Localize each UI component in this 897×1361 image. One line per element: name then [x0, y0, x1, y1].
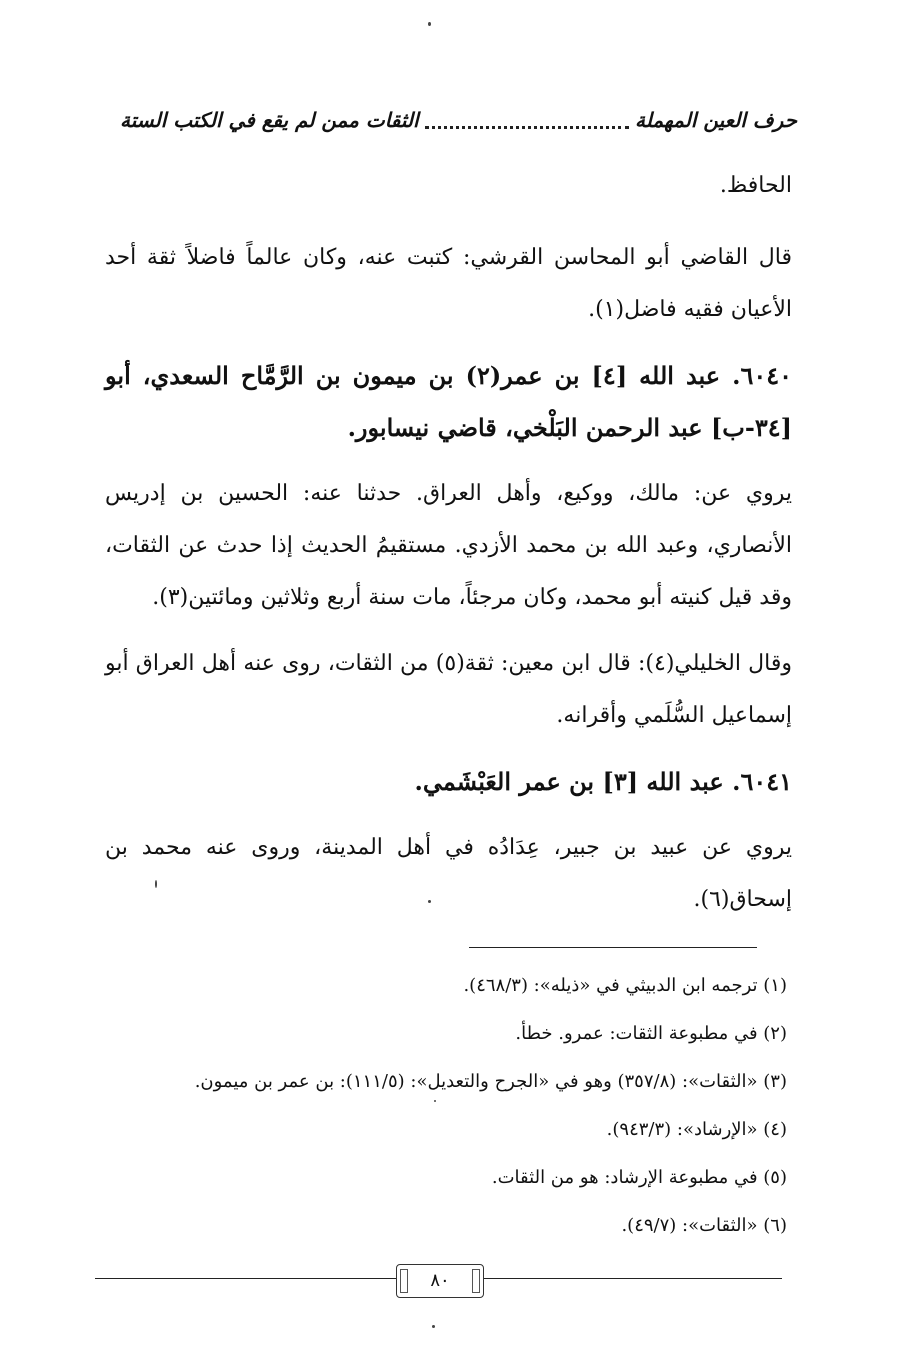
- footnote-1: (١) ترجمه ابن الدبيثي في «ذيله»: (٤٦٨/٣).: [463, 975, 787, 996]
- scan-speck: [428, 22, 431, 26]
- footnote-3: (٣) «الثقات»: (٣٥٧/٨) وهو في «الجرح والتعديل»: (١١١/٥): بن عمر بن ميمون.: [194, 1071, 787, 1092]
- paragraph-khalili-quote: وقال الخليلي(٤): قال ابن معين: ثقة(٥) من الثقات، روى عنه أهل العراق أبو إسماعيل السُّلَمي وأقرانه.: [105, 651, 792, 728]
- scan-speck: [434, 1100, 436, 1102]
- header-book-title: الثقات ممن لم يقع في الكتب الستة: [120, 108, 419, 132]
- scan-speck: [428, 900, 431, 903]
- paragraph-qadi-quote: قال القاضي أبو المحاسن القرشي: كتبت عنه، وكان عالماً فاضلاً ثقة أحد الأعيان فقيه فاضل(١).: [105, 245, 792, 322]
- footnote-2: (٢) في مطبوعة الثقات: عمرو. خطأ.: [515, 1023, 787, 1044]
- entry-heading-6041: ٦٠٤١. عبد الله [٣] بن عمر العَبْشَمي.: [414, 767, 792, 796]
- footnotes: [140, 962, 787, 1250]
- header-chapter-title: حرف العين المهملة: [635, 108, 797, 132]
- footnote-4: (٤) «الإرشاد»: (٩٤٣/٣).: [606, 1119, 787, 1140]
- header-dot-leader: [425, 126, 629, 129]
- footnote-separator: [469, 947, 757, 948]
- main-text: [105, 160, 792, 940]
- entry-heading-6040: ٦٠٤٠. عبد الله [٤] بن عمر(٢) بن ميمون بن الرَّمَّاح السعدي، أبو [٣٤-ب] عبد الرحمن البَلْخي، قاضي نيسابور.: [105, 361, 793, 442]
- paragraph-narrations-6041: يروي عن عبيد بن جبير، عِدَادُه في أهل المدينة، وروى عنه محمد بن إسحاق(٦).: [105, 835, 792, 912]
- scan-speck: [432, 1325, 435, 1328]
- paragraph-continuation: الحافظ.: [719, 173, 792, 198]
- running-header: [120, 100, 797, 140]
- footnote-5: (٥) في مطبوعة الإرشاد: هو من الثقات.: [491, 1167, 787, 1188]
- page-number: ٨٠: [396, 1264, 484, 1298]
- footnote-6: (٦) «الثقات»: (٤٩/٧).: [621, 1215, 787, 1236]
- scan-speck: [155, 880, 157, 888]
- paragraph-narrations-6040: يروي عن: مالك، ووكيع، وأهل العراق. حدثنا عنه: الحسين بن إدريس الأنصاري، وعبد الله بن محمد الأزدي. مستقيمُ الحديث إذا حدث عن الثقات، وقد قيل كنيته أبو محمد، وكان مرجئاً، مات سنة أربع وثلاثين ومائتين(٣).: [105, 481, 792, 610]
